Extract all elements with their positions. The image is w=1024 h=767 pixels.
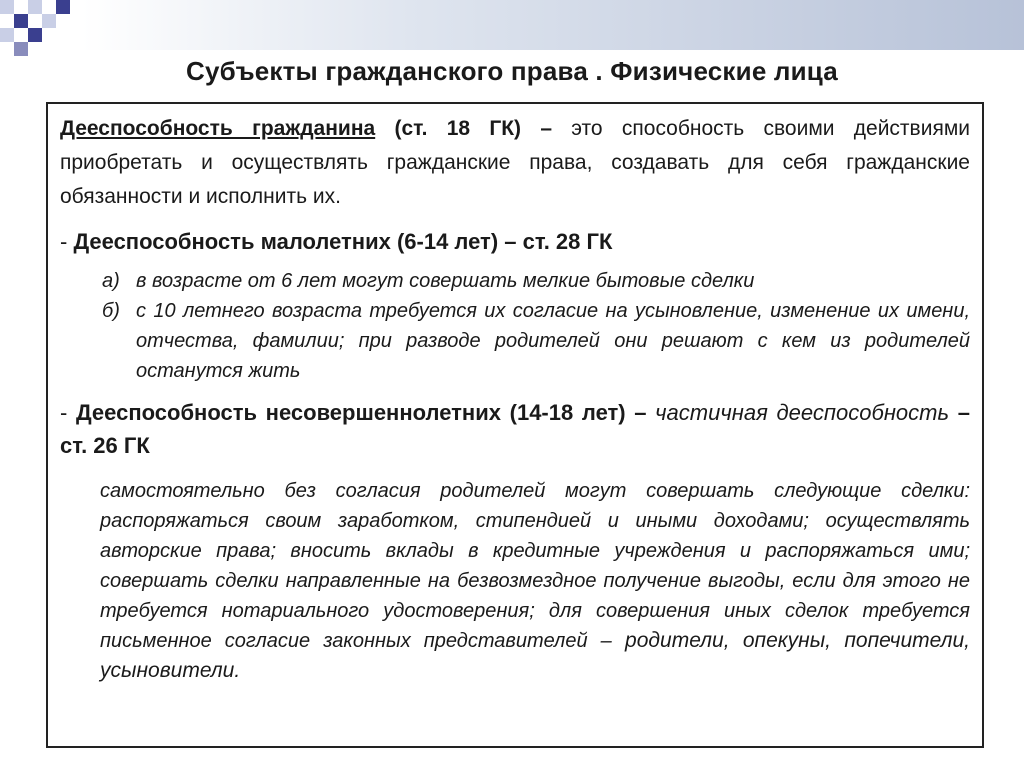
intro-text: это способность своими действиями приобретать и осуществлять гражданские права, создавать для себя гражданские обязанности и исполнить их.	[60, 117, 970, 208]
decor-square	[28, 0, 42, 14]
intro-term: Дееспособность гражданина	[60, 117, 376, 140]
section-juveniles-heading	[60, 396, 970, 462]
section-juveniles-italic: частичная дееспособность	[646, 400, 950, 425]
section-juveniles-reference: – ст. 26 ГК	[60, 400, 970, 458]
juveniles-paragraph	[60, 476, 970, 686]
content-box	[46, 102, 984, 748]
decor-square	[14, 14, 28, 28]
decor-square	[28, 28, 42, 42]
list-marker: а)	[102, 270, 120, 292]
list-marker: б)	[102, 300, 120, 322]
section-juveniles-title: Дееспособность несовершеннолетних (14-18 лет) –	[75, 400, 647, 425]
decor-square	[0, 28, 14, 42]
list-item-text: с 10 летнего возраста требуется их согласие на усыновление, изменение их имени, отчества, фамилии; при разводе родителей они решают с кем из родителей останутся жить	[136, 300, 970, 382]
decor-square	[42, 14, 56, 28]
section-dash: -	[60, 229, 74, 254]
decor-square	[0, 0, 14, 14]
content-inner	[60, 112, 970, 686]
juveniles-paragraph-tail: родители, опекуны, попечители, усыновители.	[100, 629, 971, 682]
intro-definition	[60, 112, 970, 214]
intro-reference: (ст. 18 ГК) –	[394, 117, 553, 140]
list-item-text: в возрасте от 6 лет могут совершать мелкие бытовые сделки	[136, 270, 755, 292]
decorative-header-band	[0, 0, 1024, 50]
list-item	[60, 266, 970, 296]
minors-list	[60, 266, 970, 386]
slide-title: Субъекты гражданского права . Физические лица	[186, 56, 838, 86]
juveniles-paragraph-text: самостоятельно без согласия родителей могут совершать следующие сделки: распоряжаться своим заработком, стипендией и иными доходами; осуществлять авторские права; вносить вклады в кредитные учреждения и распоряжаться ими; совершать сделки направленные на безвозмездное получение выгоды, если для этого не требуется нотариального удостоверения; для совершения иных сделок требуется письменное согласие законных представителей –	[100, 480, 970, 652]
decor-square	[14, 42, 28, 56]
section-minors-title: Дееспособность малолетних (6-14 лет) – ст. 28 ГК	[73, 229, 613, 254]
decor-square	[56, 0, 70, 14]
section-dash: -	[60, 400, 76, 425]
section-minors-heading	[60, 226, 970, 258]
list-item	[60, 296, 970, 386]
